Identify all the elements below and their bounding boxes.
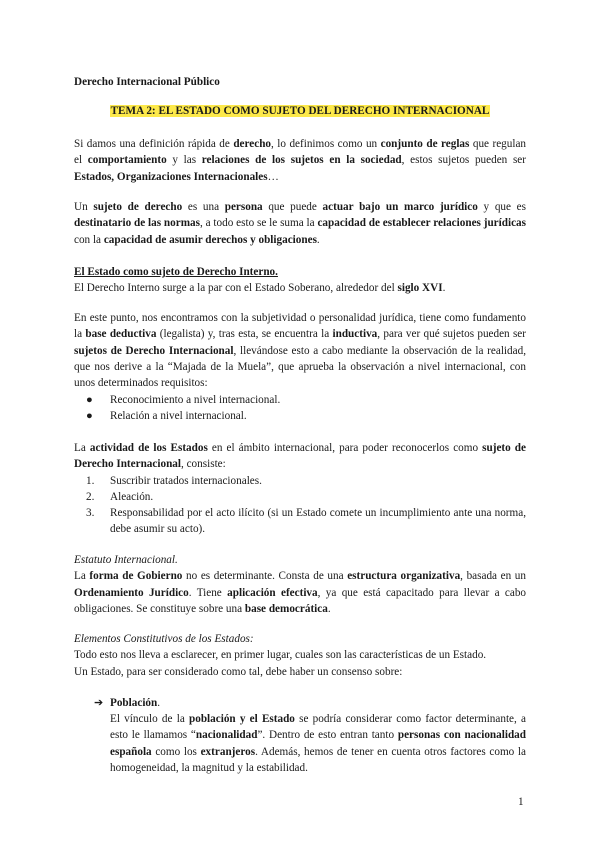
section-text: La forma de Gobierno no es determinante. Consta de una estructura organizativa, basada en un Ordenamiento Jurídico. Tiene aplicación efectiva, ya que está capacitado para llevar a cabo obligaciones. Se constituye sobre una base democrática. [74,570,527,615]
document-page: Derecho Internacional Público TEMA 2: EL ESTADO COMO SUJETO DEL DERECHO INTERNACIONAL Si damos una definición rápida de derecho, lo definimos como un conjunto de reglas que regulan el comportamiento y las relaciones de los sujetos en la sociedad, estos sujetos pueden ser Estados, Organizaciones Internacionales… Un sujeto de derecho es una persona que puede actuar bajo un marco jurídico y que es destinatario de las normas, a todo esto se le suma la capacidad de establecer relaciones jurídicas con la capacidad de asumir derechos y obligaciones. El Estado como sujeto de Derecho Interno. El Derecho Interno surge a la par con el Estado Soberano, alrededor del siglo XVI. En este punto, nos encontramos con la subjetividad o personalidad jurídica, tiene como fundamento la base deductiva (legalista) y, tras esta, se encuentra la inductiva, para ver qué sujetos pueden ser sujetos de Derecho Internacional, llevándose esto a cabo mediante la observación de la realidad, que nos derive a la “Majada de la Muela”, que aprueba la observación a nivel internacional, con unos determinados requisitos: ● Reconocimiento a nivel internacional. ● Relación a nivel internacional. La actividad de los Estados en el ámbito internacional, para poder reconocerlos como sujeto de Derecho Internacional, consiste: 1. Suscribir tratados internacionales. 2. Aleación. 3. Responsabilidad por el acto ilícito (si un Estado comete un incumplimiento ante una norma, debe asumir su acto). Estatuto Internacional. La forma de Gobierno no es determinante. Consta de una estructura organizativa, basada en un Ordenamiento Jurídico. Tiene aplicación efectiva, ya que está capacitado para llevar a cabo obligaciones. Se constituye sobre una base democrática. Elementos Constitutivos de los Estados: Todo esto nos lleva a esclarecer, en primer lugar, cuales son las características de un Estado. Un Estado, para ser considerado como tal, debe haber un consenso sobre: ➔ Población. El vínculo de la población y el Estado se podría considerar como factor determinante, a esto le llamamos “nacionalidad”. Dentro de esto entran tanto personas con nacionalidad española como los extranjeros. Además, hemos de tener en cuenta otros factores como la homogeneidad, la magnitud y la estabilidad. 1 [74,76,527,808]
paragraph-sujeto: Un sujeto de derecho es una persona que puede actuar bajo un marco jurídico y que es destinatario de las normas, a todo esto se le suma la capacidad de establecer relaciones jurídicas con la capacidad de asumir derechos y obligaciones. [74,201,526,246]
poblacion-heading: Población. [110,697,161,709]
paragraph-definition: Si damos una definición rápida de derecho, lo definimos como un conjunto de reglas que regulan el comportamiento y las relaciones de los sujetos en la sociedad, estos sujetos pueden ser Estados, Organizaciones Internacionales… [74,138,527,183]
arrow-right-icon: ➔ [94,697,104,709]
poblacion-text: El vínculo de la población y el Estado se podría considerar como factor determinante, a esto le llamamos “nacionalidad”. Dentro de esto entran tanto personas con nacionalidad española como los extranjeros. Además, hemos de tener en cuenta otros factores como la homogeneidad, la magnitud y la estabilidad. [110,713,527,774]
section-text: El Derecho Interno surge a la par con el Estado Soberano, alrededor del siglo XVI. [74,282,446,295]
section-heading: El Estado como sujeto de Derecho Interno. [74,266,278,278]
page-title: TEMA 2: EL ESTADO COMO SUJETO DEL DERECHO INTERNACIONAL [110,105,490,117]
bullet-icon: ● [86,394,93,406]
section-elementos: Elementos Constitutivos de los Estados: Todo esto nos lleva a esclarecer, en primer lugar, cuales son las características de un Estado. Un Estado, para ser considerado como tal, debe haber un consenso sobre: [74,631,526,680]
page-number: 1 [518,796,524,808]
arrow-list-item [94,695,103,711]
paragraph-subjetividad: En este punto, nos encontramos con la subjetividad o personalidad jurídica, tiene como fundamento la base deductiva (legalista) y, tras esta, se encuentra la inductiva, para ver qué sujetos pueden ser sujetos de Derecho Internacional, llevándose esto a cabo mediante la observación de la realidad, que nos derive a la “Majada de la Muela”, que aprueba la observación a nivel internacional, con unos determinados requisitos: [74,312,527,390]
section-heading: Estatuto Internacional. [74,554,178,566]
section-derecho-interno [74,264,526,297]
section-heading: Elementos Constitutivos de los Estados: [74,633,254,645]
bullet-icon: ● [86,410,93,422]
section-estatuto [74,552,526,617]
paragraph-actividad: La actividad de los Estados en el ámbito internacional, para poder reconocerlos como sujeto de Derecho Internacional, consiste: [74,442,526,471]
course-header: Derecho Internacional Público [74,76,220,88]
